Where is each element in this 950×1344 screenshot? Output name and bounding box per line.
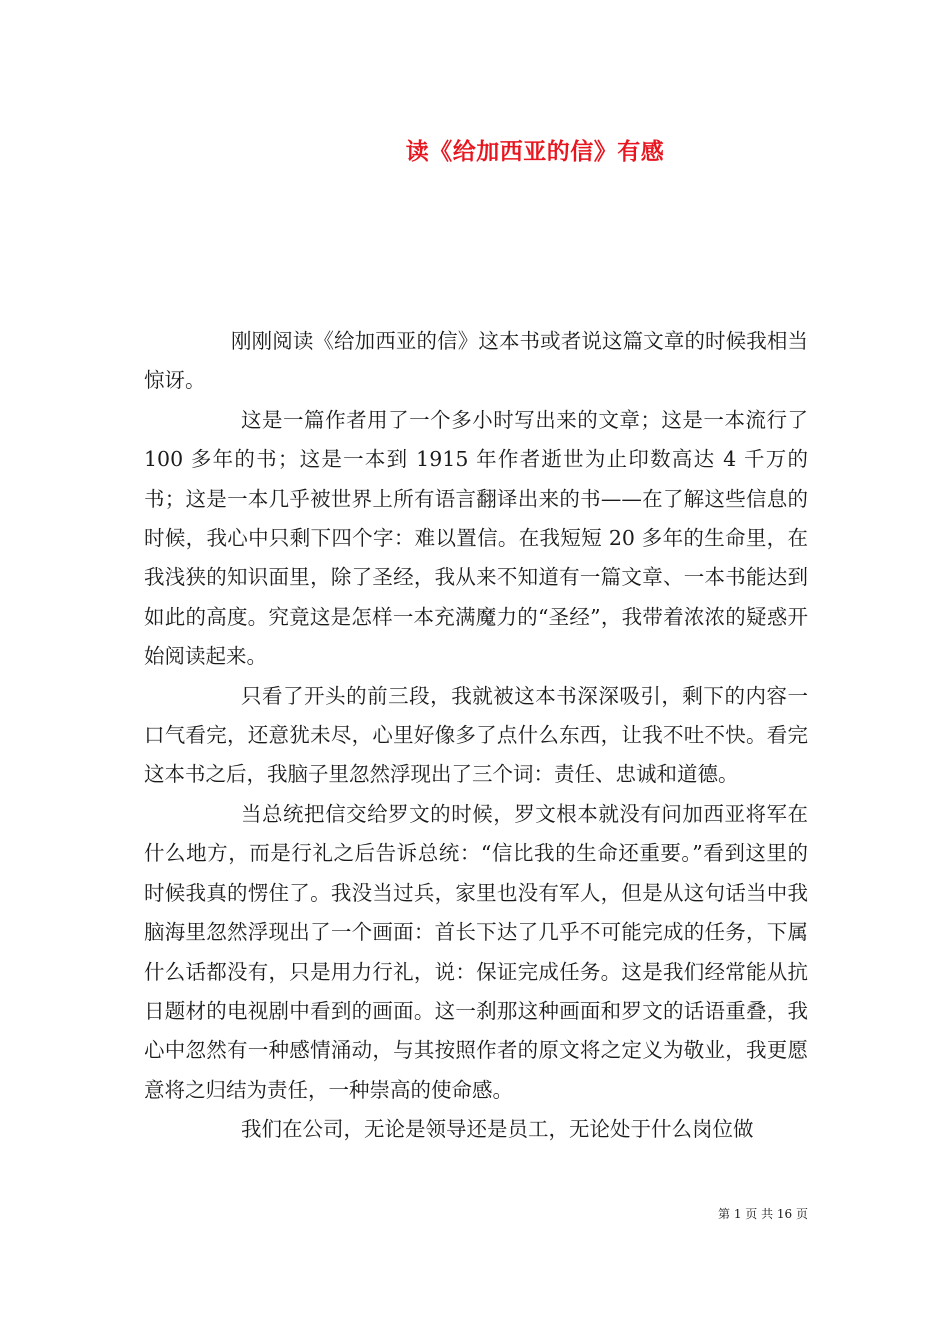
page-number-footer: 第 1 页 共 16 页 xyxy=(718,1207,808,1221)
paragraph-5: 我们在公司，无论是领导还是员工，无论处于什么岗位做 xyxy=(241,1117,754,1142)
paragraph-3: 只看了开头的前三段，我就被这本书深深吸引，剩下的内容一口气看完，还意犹未尽，心里好像多了点什么东西，让我不吐不快。看完这本书之后，我脑子里忽然浮现出了三个词：责任、忠诚和道德。 xyxy=(144,683,808,787)
document-title: 读《给加西亚的信》有感 xyxy=(405,139,665,165)
paragraph-2: 这是一篇作者用了一个多小时写出来的文章；这是一本流行了 100 多年的书；这是一本到 1915 年作者逝世为止印数高达 4 千万的书；这是一本几乎被世界上所有语言翻译出来的书——在了解这些信息的时候，我心中只剩下四个字：难以置信。在我短短 20 多年的生命里，在我浅狭的知识面里，除了圣经，我从来不知道有一篇文章、一本书能达到如此的高度。究竟这是怎样一本充满魔力的“圣经”，我带着浓浓的疑惑开始阅读起来。 xyxy=(144,407,808,669)
paragraph-4: 当总统把信交给罗文的时候，罗文根本就没有问加西亚将军在什么地方，而是行礼之后告诉总统：“信比我的生命还重要。”看到这里的时候我真的愣住了。我没当过兵，家里也没有军人，但是从这句话当中我脑海里忽然浮现出了一个画面：首长下达了几乎不可能完成的任务，下属什么话都没有，只是用力行礼，说：保证完成任务。这是我们经常能从抗日题材的电视剧中看到的画面。这一刹那这种画面和罗文的话语重叠，我心中忽然有一种感情涌动，与其按照作者的原文将之定义为敬业，我更愿意将之归结为责任，一种崇高的使命感。 xyxy=(144,801,808,1102)
document-body xyxy=(144,322,808,1150)
paragraph-1: 刚刚阅读《给加西亚的信》这本书或者说这篇文章的时候我相当惊讶。 xyxy=(144,329,808,393)
